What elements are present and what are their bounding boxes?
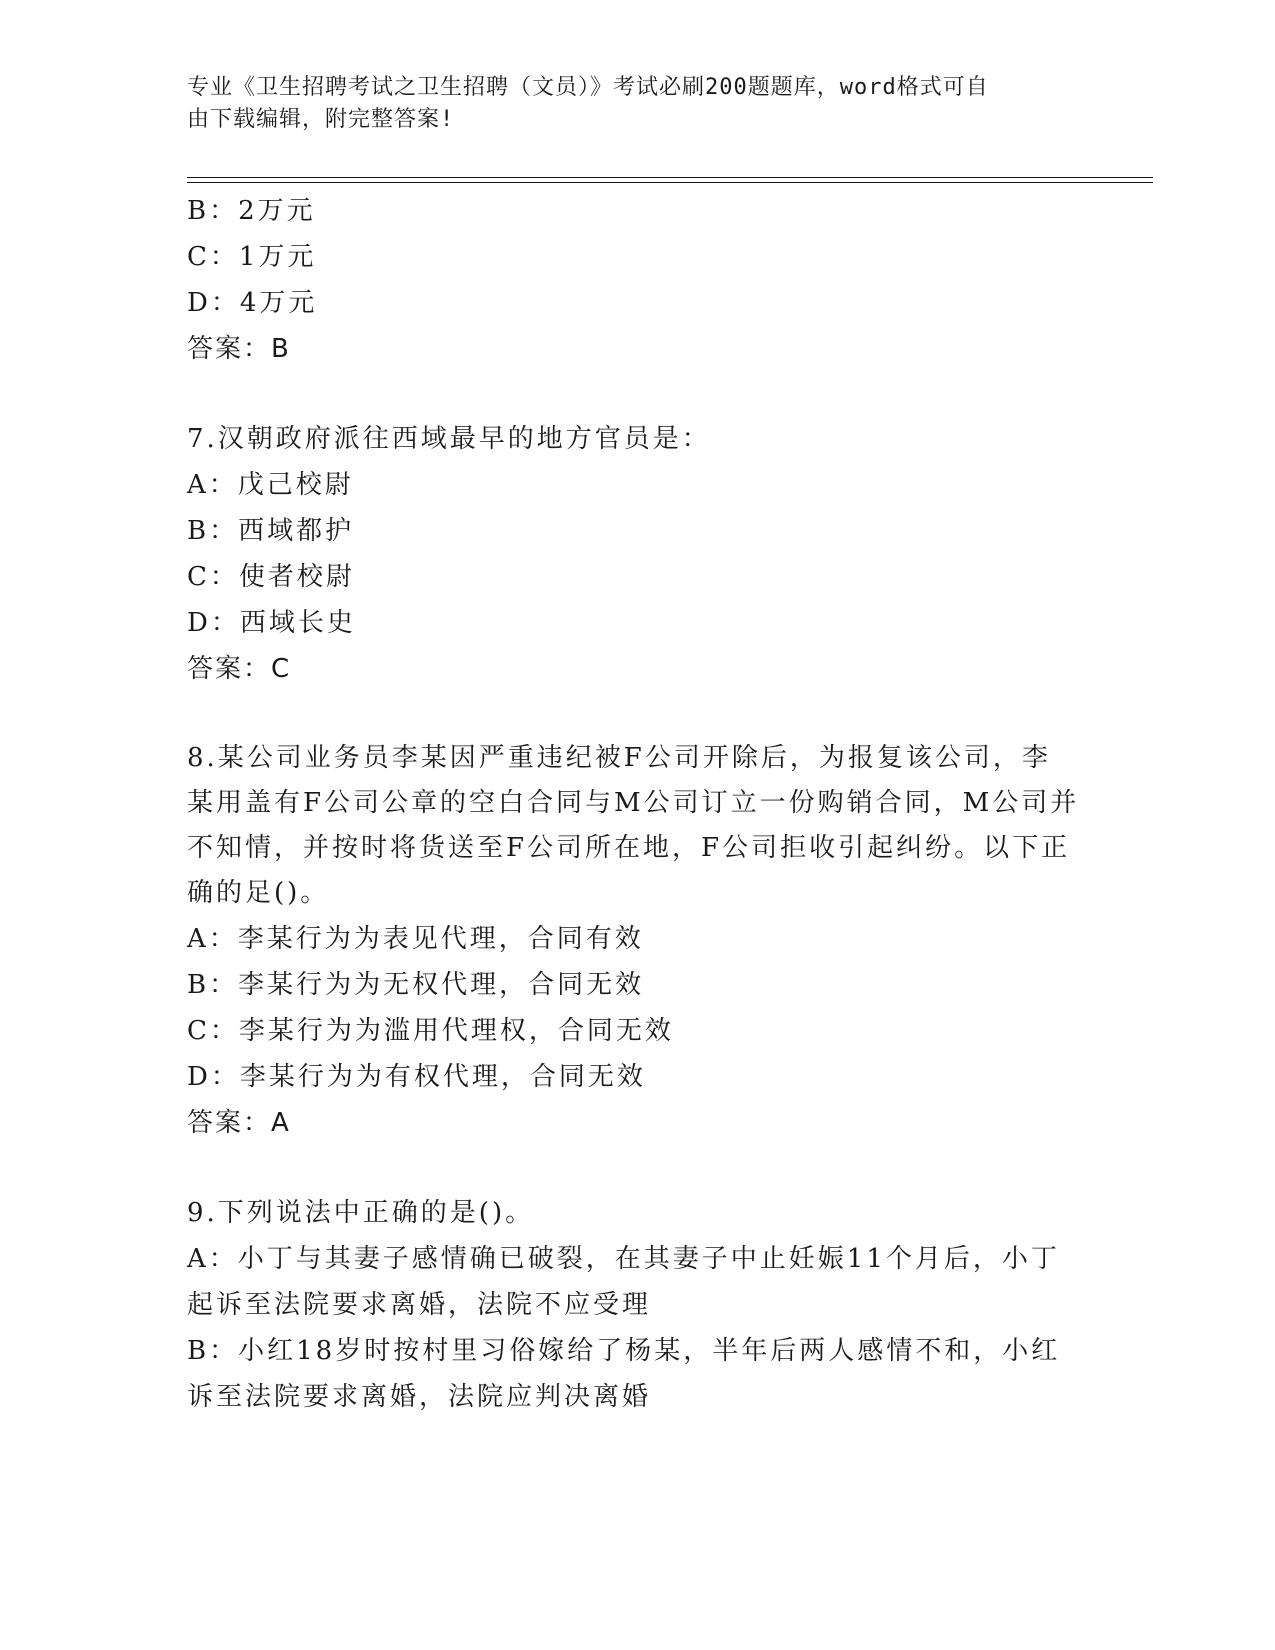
option-c: C：1万元 [187, 242, 317, 272]
option-b-continued: 诉至法院要求离婚，法院应判决离婚 [187, 1382, 652, 1412]
option-c: C：使者校尉 [187, 562, 355, 592]
question-8 [187, 736, 1087, 1146]
question-stem-line: 某用盖有F公司公章的空白合同与M公司订立一份购销合同，M公司并 [187, 788, 1080, 818]
option-b: B：2万元 [187, 196, 316, 226]
question-stem: 9.下列说法中正确的是()。 [187, 1198, 535, 1228]
document-body [187, 188, 1087, 1420]
question-stem: 7.汉朝政府派往西域最早的地方官员是： [187, 424, 711, 454]
question-stem-line: 确的足()。 [187, 878, 330, 908]
header-line-1: 专业《卫生招聘考试之卫生招聘（文员）》考试必刷200题题库，word格式可自 [187, 75, 989, 100]
header-rule-bottom [187, 182, 1153, 183]
option-d: D：李某行为为有权代理，合同无效 [187, 1062, 646, 1092]
prev-question-block [187, 188, 1087, 372]
option-a: A：小丁与其妻子感情确已破裂，在其妻子中止妊娠11个月后，小丁 [187, 1244, 1060, 1274]
header-rule-top [187, 177, 1153, 178]
question-7 [187, 416, 1087, 692]
option-a: A：戊己校尉 [187, 470, 354, 500]
option-a-continued: 起诉至法院要求离婚，法院不应受理 [187, 1290, 652, 1320]
option-b: B：小红18岁时按村里习俗嫁给了杨某，半年后两人感情不和，小红 [187, 1336, 1061, 1366]
option-c: C：李某行为为滥用代理权，合同无效 [187, 1016, 674, 1046]
question-stem-line: 8.某公司业务员李某因严重违纪被F公司开除后，为报复该公司，李 [187, 743, 1051, 773]
option-b: B：李某行为为无权代理，合同无效 [187, 970, 645, 1000]
answer-line: 答案：B [187, 334, 291, 364]
option-b: B：西域都护 [187, 516, 355, 546]
document-header [187, 72, 1067, 136]
answer-line: 答案：A [187, 1108, 291, 1138]
option-a: A：李某行为为表见代理，合同有效 [187, 924, 644, 954]
question-9 [187, 1190, 1087, 1420]
option-d: D：西域长史 [187, 608, 356, 638]
option-d: D：4万元 [187, 288, 318, 318]
question-stem-line: 不知情，并按时将货送至F公司所在地，F公司拒收引起纠纷。以下正 [187, 833, 1071, 863]
header-line-2: 由下载编辑，附完整答案! [187, 107, 455, 132]
answer-line: 答案：C [187, 654, 292, 684]
